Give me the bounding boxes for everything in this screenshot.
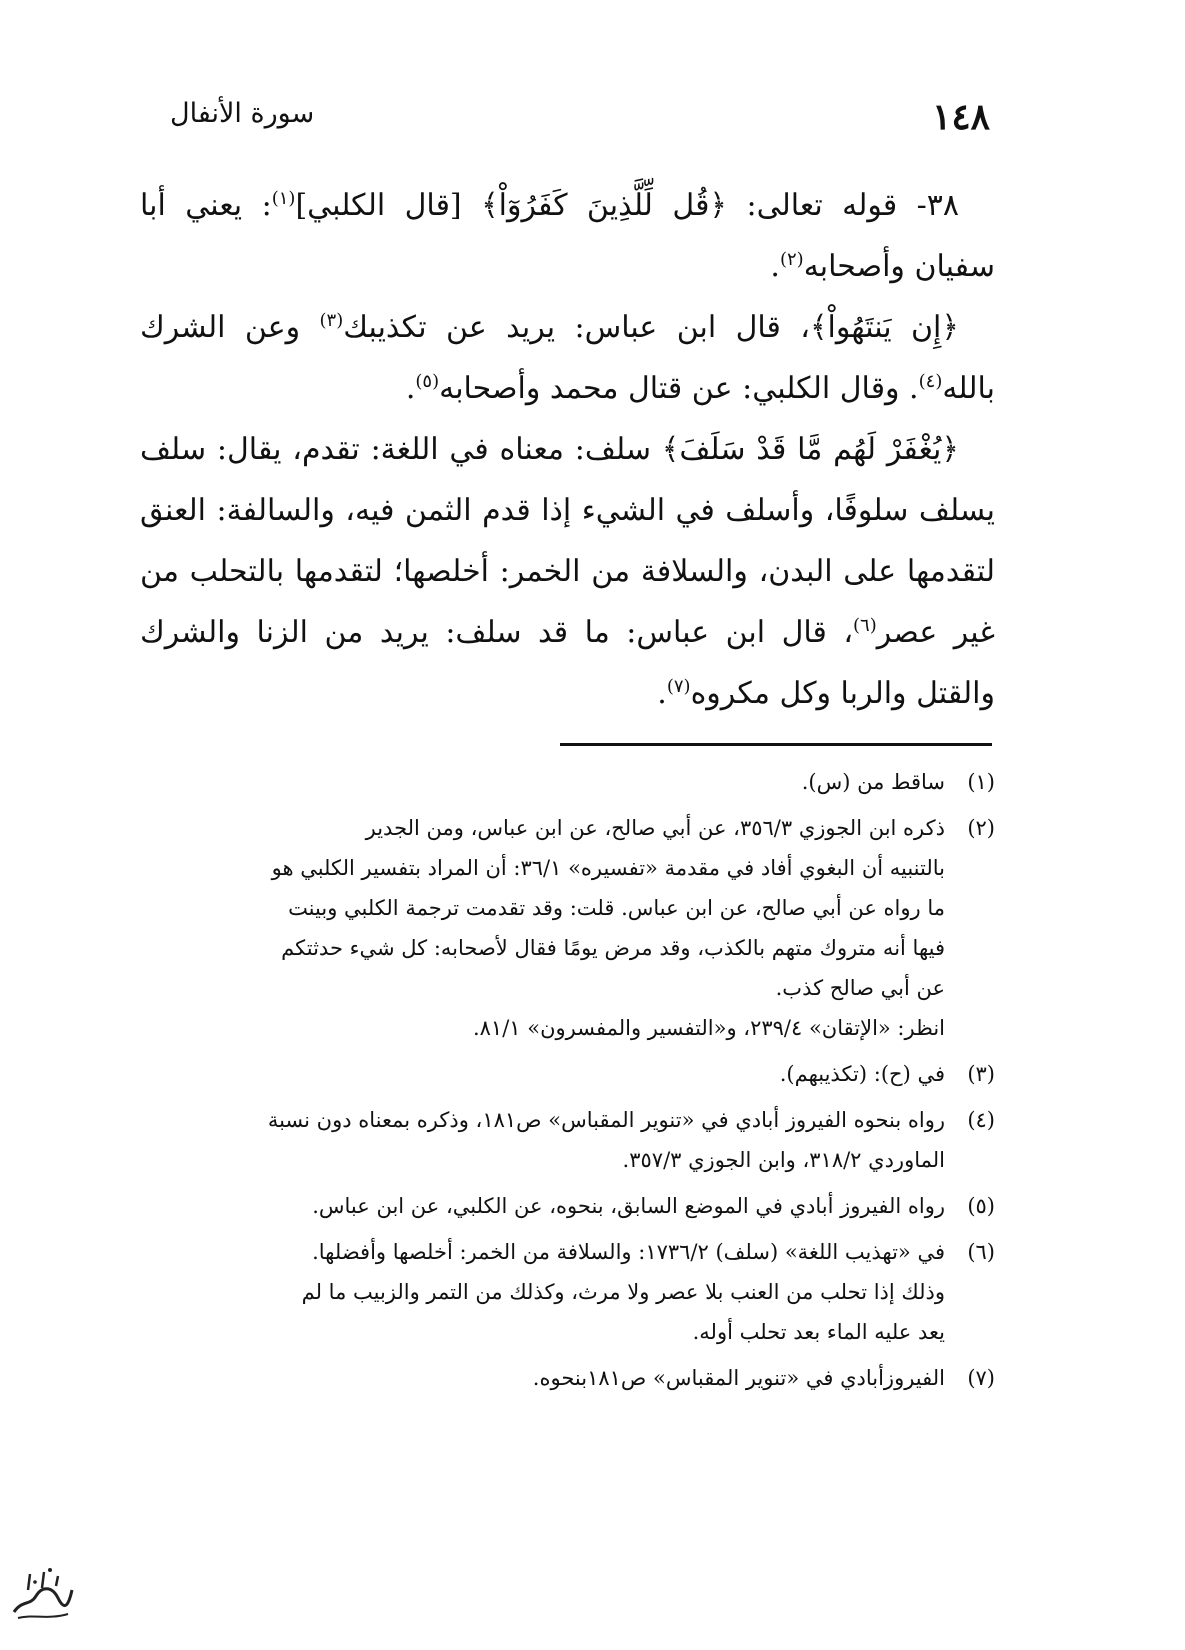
footnote xyxy=(135,1358,995,1398)
footnote-number: (٣) xyxy=(967,1062,995,1086)
footnote-line: يعد عليه الماء بعد تحلب أوله. xyxy=(692,1320,945,1344)
footnote-line: فيها أنه متروك متهم بالكذب، وقد مرض يومًا فقال لأصحابه: كل شيء حدثتكم xyxy=(281,936,945,960)
text-run: ٣٨- قوله تعالى: ﴿قُل لِّلَّذِينَ كَفَرُوٓاْ﴾ [قال الكلبي] xyxy=(295,188,959,223)
footnote-number: (١) xyxy=(967,770,995,794)
library-seal-icon xyxy=(8,1560,78,1630)
text-run: ، قال ابن عباس: ما قد سلف: يريد من الزنا والشرك والقتل والربا وكل مكروه xyxy=(140,615,995,711)
footnote xyxy=(135,808,995,1048)
footnote-line: ذكره ابن الجوزي ٣٥٦/٣، عن أبي صالح، عن ابن عباس، ومن الجدير xyxy=(365,816,945,840)
main-text xyxy=(140,175,995,724)
text-run: ﴿إِن يَنتَهُواْ﴾، قال ابن عباس: يريد عن تكذيبك xyxy=(343,310,959,345)
paragraph xyxy=(140,175,995,297)
footnote-line: في (ح): (تكذيبهم). xyxy=(779,1062,945,1086)
footnote-line: بالتنبيه أن البغوي أفاد في مقدمة «تفسيره» ٣٦/١: أن المراد بتفسير الكلبي هو xyxy=(271,856,945,880)
text-run: . xyxy=(770,249,780,284)
footnotes xyxy=(135,762,995,1404)
text-run: . xyxy=(405,371,416,406)
footnote-line: انظر: «الإتقان» ٢٣٩/٤، و«التفسير والمفسرون» ٨١/١. xyxy=(472,1016,945,1040)
footnote-ref[interactable]: (٦) xyxy=(853,615,877,636)
footnote-ref[interactable]: (٤) xyxy=(918,371,943,392)
footnote xyxy=(135,1100,995,1180)
footnote-ref[interactable]: (٢) xyxy=(779,249,804,270)
text-run: . وقال الكلبي: عن قتال محمد وأصحابه xyxy=(439,371,919,406)
footnote-number: (٥) xyxy=(967,1194,995,1218)
footnote-line: ساقط من (س). xyxy=(801,770,945,794)
text-run: : يعني أبا سفيان وأصحابه xyxy=(140,188,995,284)
footnote-body xyxy=(135,1100,945,1180)
footnote xyxy=(135,762,995,802)
footnote-line: ما رواه عن أبي صالح، عن ابن عباس. قلت: وقد تقدمت ترجمة الكلبي وبينت xyxy=(288,896,945,920)
footnote-ref[interactable]: (١) xyxy=(271,188,296,209)
text-run: ﴿يُغْفَرْ لَهُم مَّا قَدْ سَلَفَ﴾ سلف: معناه في اللغة: تقدم، يقال: سلف يسلف سلوفًا، وأسلف في الشيء إذا قدم الثمن فيه، والسالفة: العنق لتقدمها على البدن، والسلافة من الخمر: أخلصها؛ لتقدمها بالتحلب من غير عصر xyxy=(140,432,995,650)
footnote-number: (٧) xyxy=(967,1366,995,1390)
footnote-number: (٤) xyxy=(967,1108,995,1132)
footnote-line: الفيروزأبادي في «تنوير المقباس» ص١٨١بنحوه. xyxy=(532,1366,945,1390)
footnote-body xyxy=(135,1358,945,1398)
footnote xyxy=(135,1232,995,1352)
footnote xyxy=(135,1054,995,1094)
footnote-divider xyxy=(560,743,992,746)
page-header xyxy=(170,92,990,152)
footnote-line: رواه الفيروز أبادي في الموضع السابق، بنحوه، عن الكلبي، عن ابن عباس. xyxy=(312,1194,945,1218)
text-run: . xyxy=(657,676,667,711)
running-title: سورة الأنفال xyxy=(170,98,315,129)
footnote-ref[interactable]: (٧) xyxy=(666,676,691,697)
footnote-body xyxy=(135,1054,945,1094)
paragraph xyxy=(140,297,995,419)
footnote-number: (٢) xyxy=(967,816,995,840)
footnote-body xyxy=(135,1232,945,1352)
text-run: وعن الشرك بالله xyxy=(140,310,995,406)
footnote-line: عن أبي صالح كذب. xyxy=(775,976,945,1000)
footnote-body xyxy=(135,762,945,802)
footnote-line: الماوردي ٣١٨/٢، وابن الجوزي ٣٥٧/٣. xyxy=(622,1148,945,1172)
page-number: ١٤٨ xyxy=(931,96,990,138)
footnote-line: وذلك إذا تحلب من العنب بلا عصر ولا مرث، وكذلك من التمر والزبيب ما لم xyxy=(301,1280,945,1304)
footnote-body xyxy=(135,1186,945,1226)
footnote xyxy=(135,1186,995,1226)
footnote-number: (٦) xyxy=(967,1240,995,1264)
footnote-ref[interactable]: (٣) xyxy=(319,310,344,331)
footnote-body xyxy=(135,808,945,1048)
paragraph xyxy=(140,419,995,724)
footnote-line: في «تهذيب اللغة» (سلف) ١٧٣٦/٢: والسلافة من الخمر: أخلصها وأفضلها. xyxy=(312,1240,945,1264)
footnote-line: رواه بنحوه الفيروز أبادي في «تنوير المقباس» ص١٨١، وذكره بمعناه دون نسبة xyxy=(267,1108,945,1132)
footnote-ref[interactable]: (٥) xyxy=(415,371,440,392)
